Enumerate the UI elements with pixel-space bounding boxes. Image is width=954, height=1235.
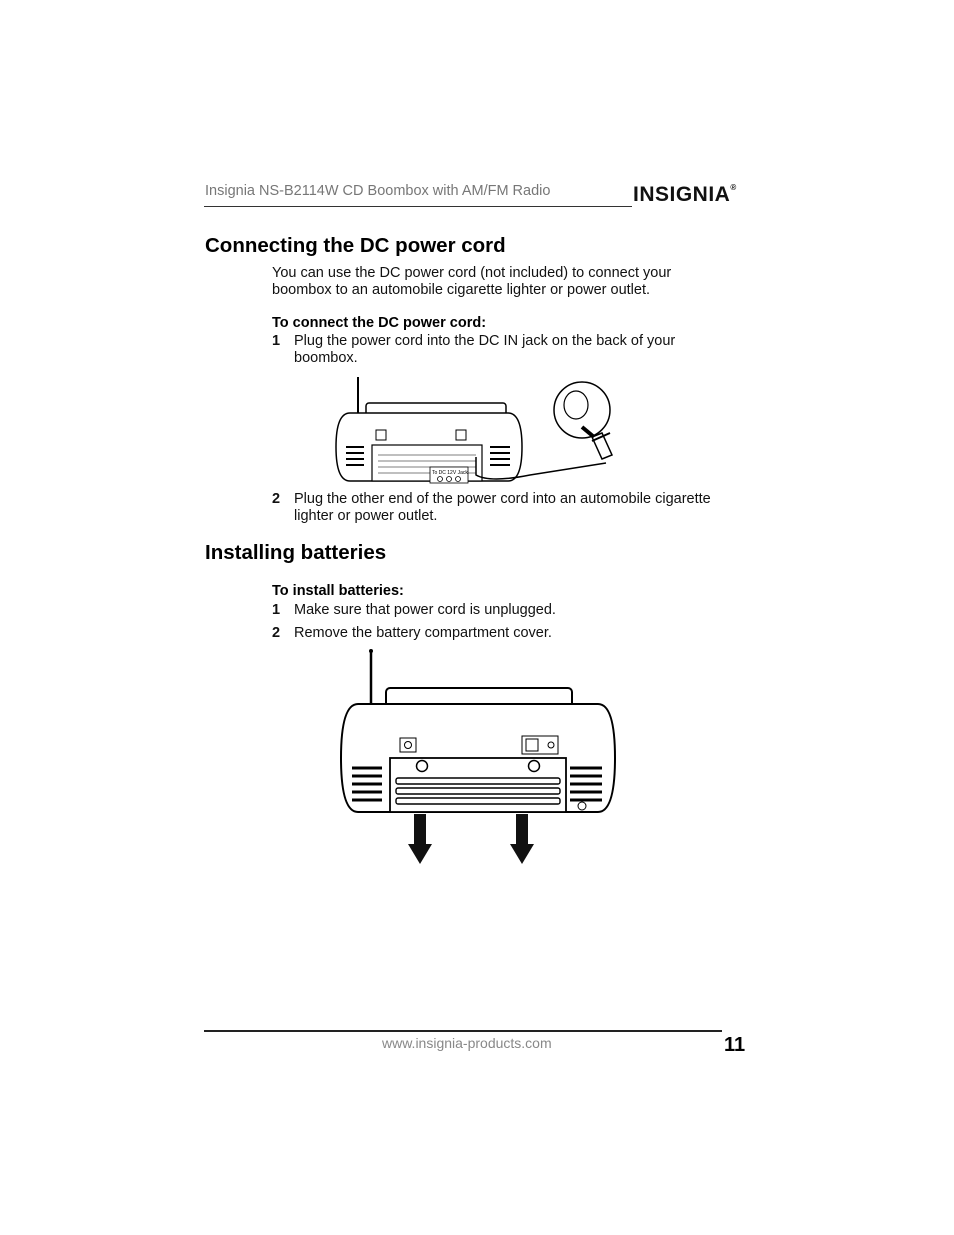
step-line: boombox.	[294, 349, 358, 366]
step-text: Make sure that power cord is unplugged.	[294, 602, 556, 618]
step-line: lighter or power outlet.	[294, 507, 438, 524]
step-text	[294, 333, 675, 366]
step-number: 2	[272, 625, 281, 641]
dc-cord-illustration	[330, 375, 630, 490]
insignia-logo	[633, 183, 737, 207]
subheading-install: To install batteries:	[272, 583, 404, 599]
page-number: 11	[724, 1034, 746, 1056]
rear-knob	[400, 738, 416, 752]
section-heading-batteries: Installing batteries	[205, 541, 387, 564]
subheading-connect: To connect the DC power cord:	[272, 315, 487, 331]
dc-jack	[578, 802, 586, 810]
intro-line: You can use the DC power cord (not included) to connect your	[272, 265, 672, 281]
rear-knob	[376, 430, 386, 440]
cover-screw	[529, 761, 540, 772]
step-line: Plug the other end of the power cord into an automobile cigarette	[294, 491, 711, 507]
step-item	[272, 602, 752, 620]
header-divider	[204, 206, 632, 207]
section-heading-dc-power: Connecting the DC power cord	[205, 234, 506, 257]
dc-jack-label: To DC 12V Jack	[432, 470, 468, 476]
logo-text: INSIGNIA	[633, 183, 731, 206]
intro-paragraph	[272, 265, 671, 298]
step-text	[294, 491, 711, 524]
step-item	[272, 625, 752, 643]
step-item	[272, 333, 752, 367]
step-number: 1	[272, 602, 281, 618]
rear-switch	[456, 430, 466, 440]
step-item	[272, 491, 762, 525]
step-number: 1	[272, 333, 281, 349]
step-number: 2	[272, 491, 281, 507]
step-line: Plug the power cord into the DC IN jack on the back of your	[294, 333, 676, 349]
footer-divider	[204, 1030, 722, 1032]
battery-cover-illustration	[330, 648, 625, 870]
intro-line: boombox to an automobile cigarette lighter or power outlet.	[272, 281, 651, 298]
running-header-title: Insignia NS-B2114W CD Boombox with AM/FM Radio	[205, 183, 551, 199]
step-text: Remove the battery compartment cover.	[294, 625, 552, 641]
cover-screw	[417, 761, 428, 772]
footer-url: www.insignia-products.com	[382, 1035, 552, 1051]
down-arrow-icon	[510, 814, 534, 864]
logo-registered-mark: ®	[730, 183, 737, 192]
down-arrow-icon	[408, 814, 432, 864]
